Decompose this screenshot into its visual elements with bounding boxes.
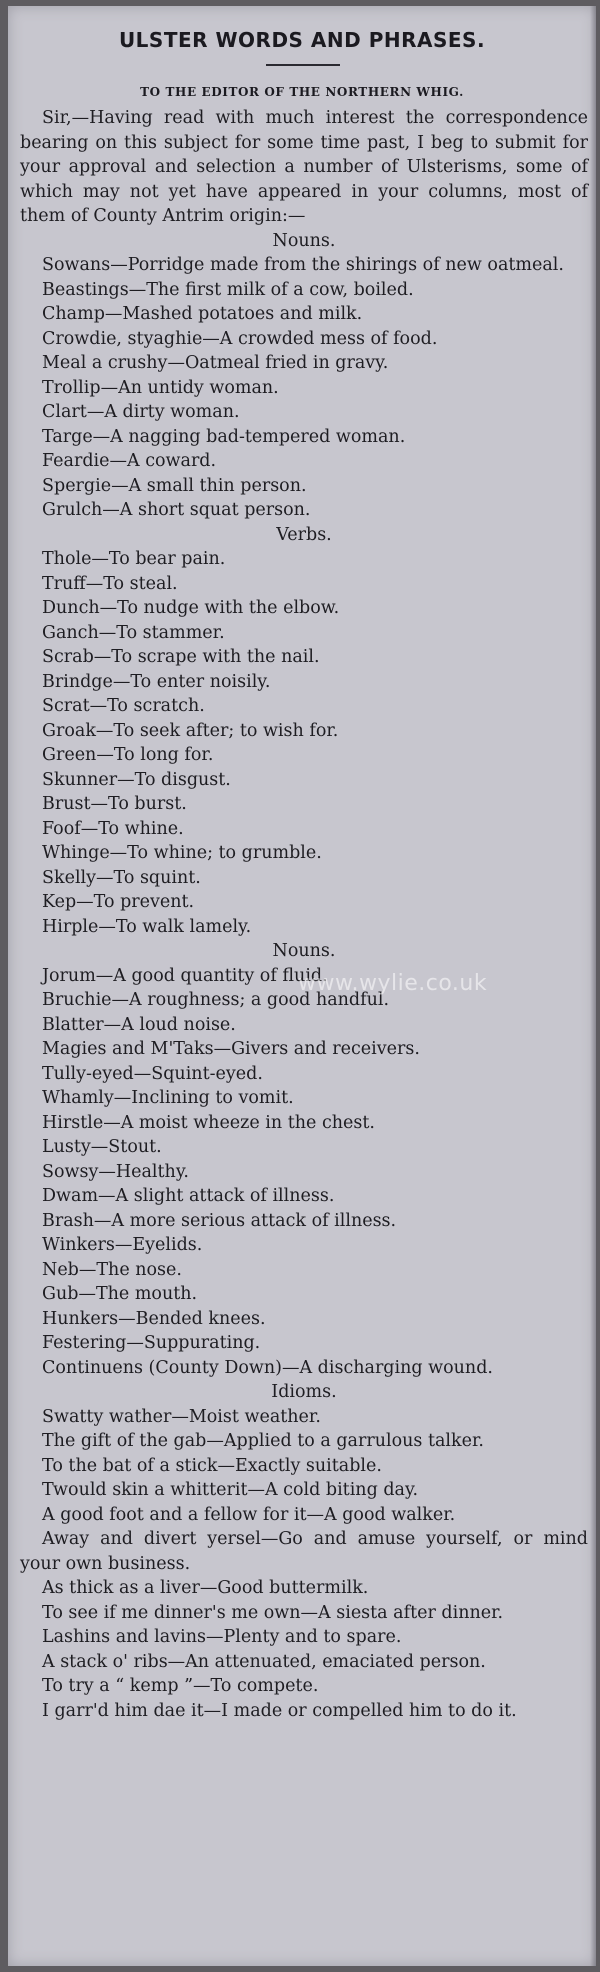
- glossary-entry: Blatter—A loud noise.: [42, 1014, 236, 1035]
- watermark: www.wylie.co.uk: [298, 971, 488, 996]
- glossary-entry: Green—To long for.: [42, 745, 214, 765]
- glossary-entry: Truff—To steal.: [42, 573, 178, 594]
- glossary-entry: I garr'd him dae it—I made or compelled him to do it.: [42, 1700, 517, 1721]
- glossary-entry: Hirstle—A moist wheeze in the chest.: [42, 1112, 375, 1133]
- glossary-entry: Dwam—A slight attack of illness.: [42, 1186, 335, 1206]
- glossary-entry: Brash—A more serious attack of illness.: [42, 1210, 397, 1231]
- glossary-entry: Scrat—To scratch.: [42, 696, 205, 716]
- glossary-entry: A good foot and a fellow for it—A good walker.: [42, 1504, 456, 1525]
- glossary-entry: Swatty wather—Moist weather.: [42, 1406, 321, 1427]
- section-heading: Nouns.: [272, 941, 336, 961]
- glossary-entry: Spergie—A small thin person.: [42, 475, 307, 496]
- newspaper-clipping: [8, 6, 596, 1966]
- glossary-entry: A stack o' ribs—An attenuated, emaciated person.: [42, 1651, 486, 1672]
- glossary-entry: Scrab—To scrape with the nail.: [42, 647, 320, 667]
- glossary-entry: Whinge—To whine; to grumble.: [42, 843, 322, 863]
- glossary-entry: Clart—A dirty woman.: [42, 402, 240, 422]
- glossary-entry: Jorum—A good quantity of fluid.: [42, 965, 328, 986]
- glossary-entry: Ganch—To stammer.: [42, 622, 225, 643]
- glossary-entry: To see if me dinner's me own—A siesta after dinner.: [42, 1602, 504, 1623]
- glossary-entry: Trollip—An untidy woman.: [42, 377, 279, 398]
- glossary-entry: Tully-eyed—Squint-eyed.: [42, 1063, 263, 1084]
- glossary-entry: As thick as a liver—Good buttermilk.: [42, 1578, 369, 1598]
- glossary-entry: Champ—Mashed potatoes and milk.: [42, 304, 363, 324]
- glossary-entry: The gift of the gab—Applied to a garrulous talker.: [42, 1431, 484, 1451]
- glossary-entry: Crowdie, styaghie—A crowded mess of food.: [42, 328, 438, 349]
- glossary-entry: Beastings—The first milk of a cow, boiled.: [42, 279, 414, 300]
- paper-edge-shadow: [590, 6, 596, 1966]
- glossary-entry: Gub—The mouth.: [42, 1284, 198, 1304]
- headline: ULSTER WORDS AND PHRASES.: [118, 28, 486, 52]
- headline-rule: [266, 64, 340, 66]
- glossary-entry: Neb—The nose.: [42, 1259, 182, 1280]
- glossary-entry: Skelly—To squint.: [42, 867, 201, 888]
- glossary-entry: Groak—To seek after; to wish for.: [42, 720, 339, 741]
- section-heading: Idioms.: [271, 1382, 337, 1402]
- glossary-entry: Festering—Suppurating.: [42, 1333, 261, 1353]
- glossary-entry: To try a “ kemp ”—To compete.: [42, 1676, 319, 1696]
- glossary-entry: Lashins and lavins—Plenty and to spare.: [42, 1627, 402, 1647]
- glossary-entry: Kep—To prevent.: [42, 892, 195, 912]
- glossary-entry: Targe—A nagging bad-tempered woman.: [42, 426, 406, 447]
- glossary-entry: Winkers—Eyelids.: [42, 1235, 203, 1255]
- glossary-entry: Foof—To whine.: [42, 818, 184, 839]
- glossary-entry: Grulch—A short squat person.: [42, 500, 311, 520]
- glossary-entry: Bruchie—A roughness; a good handful.: [42, 990, 390, 1010]
- glossary-entry: To the bat of a stick—Exactly suitable.: [42, 1455, 382, 1476]
- section-heading: Nouns.: [272, 230, 336, 251]
- subheading: TO THE EDITOR OF THE NORTHERN WHIG.: [140, 85, 464, 99]
- glossary-entry: Hirple—To walk lamely.: [42, 916, 252, 937]
- glossary-entry: Sowsy—Healthy.: [42, 1161, 189, 1182]
- glossary-entry: Magies and M'Taks—Givers and receivers.: [42, 1039, 420, 1059]
- glossary-entry: Lusty—Stout.: [42, 1137, 162, 1157]
- glossary-entry: Skunner—To disgust.: [42, 769, 231, 790]
- glossary-entry: Feardie—A coward.: [42, 451, 217, 471]
- glossary-entry: Hunkers—Bended knees.: [42, 1308, 266, 1329]
- glossary-entry: Twould skin a whitterit—A cold biting day.: [42, 1480, 419, 1500]
- glossary-entry: Meal a crushy—Oatmeal fried in gravy.: [42, 353, 389, 373]
- glossary-entry: Brindge—To enter noisily.: [42, 671, 271, 692]
- glossary-entry: Away and divert yersel—Go and amuse yourself, or mind your own business.: [20, 1529, 588, 1574]
- glossary-entry: Thole—To bear pain.: [42, 549, 226, 569]
- section-heading: Verbs.: [276, 524, 332, 545]
- article-body: [20, 106, 588, 1723]
- glossary-entry: Continuens (County Down)—A discharging wound.: [42, 1357, 493, 1378]
- glossary-entry: Brust—To burst.: [42, 794, 187, 814]
- glossary-entry: Whamly—Inclining to vomit.: [42, 1088, 294, 1108]
- glossary-entry: Sowans—Porridge made from the shirings of new oatmeal.: [42, 255, 564, 275]
- letter-intro: Sir,—Having read with much interest the correspondence bearing on this subject for some time past, I beg to submit for your approval and selection a number of Ulsterisms, some of which may not yet have appeared in your columns, most of them of County Antrim origin:—: [20, 108, 588, 226]
- glossary-entry: Dunch—To nudge with the elbow.: [42, 598, 340, 618]
